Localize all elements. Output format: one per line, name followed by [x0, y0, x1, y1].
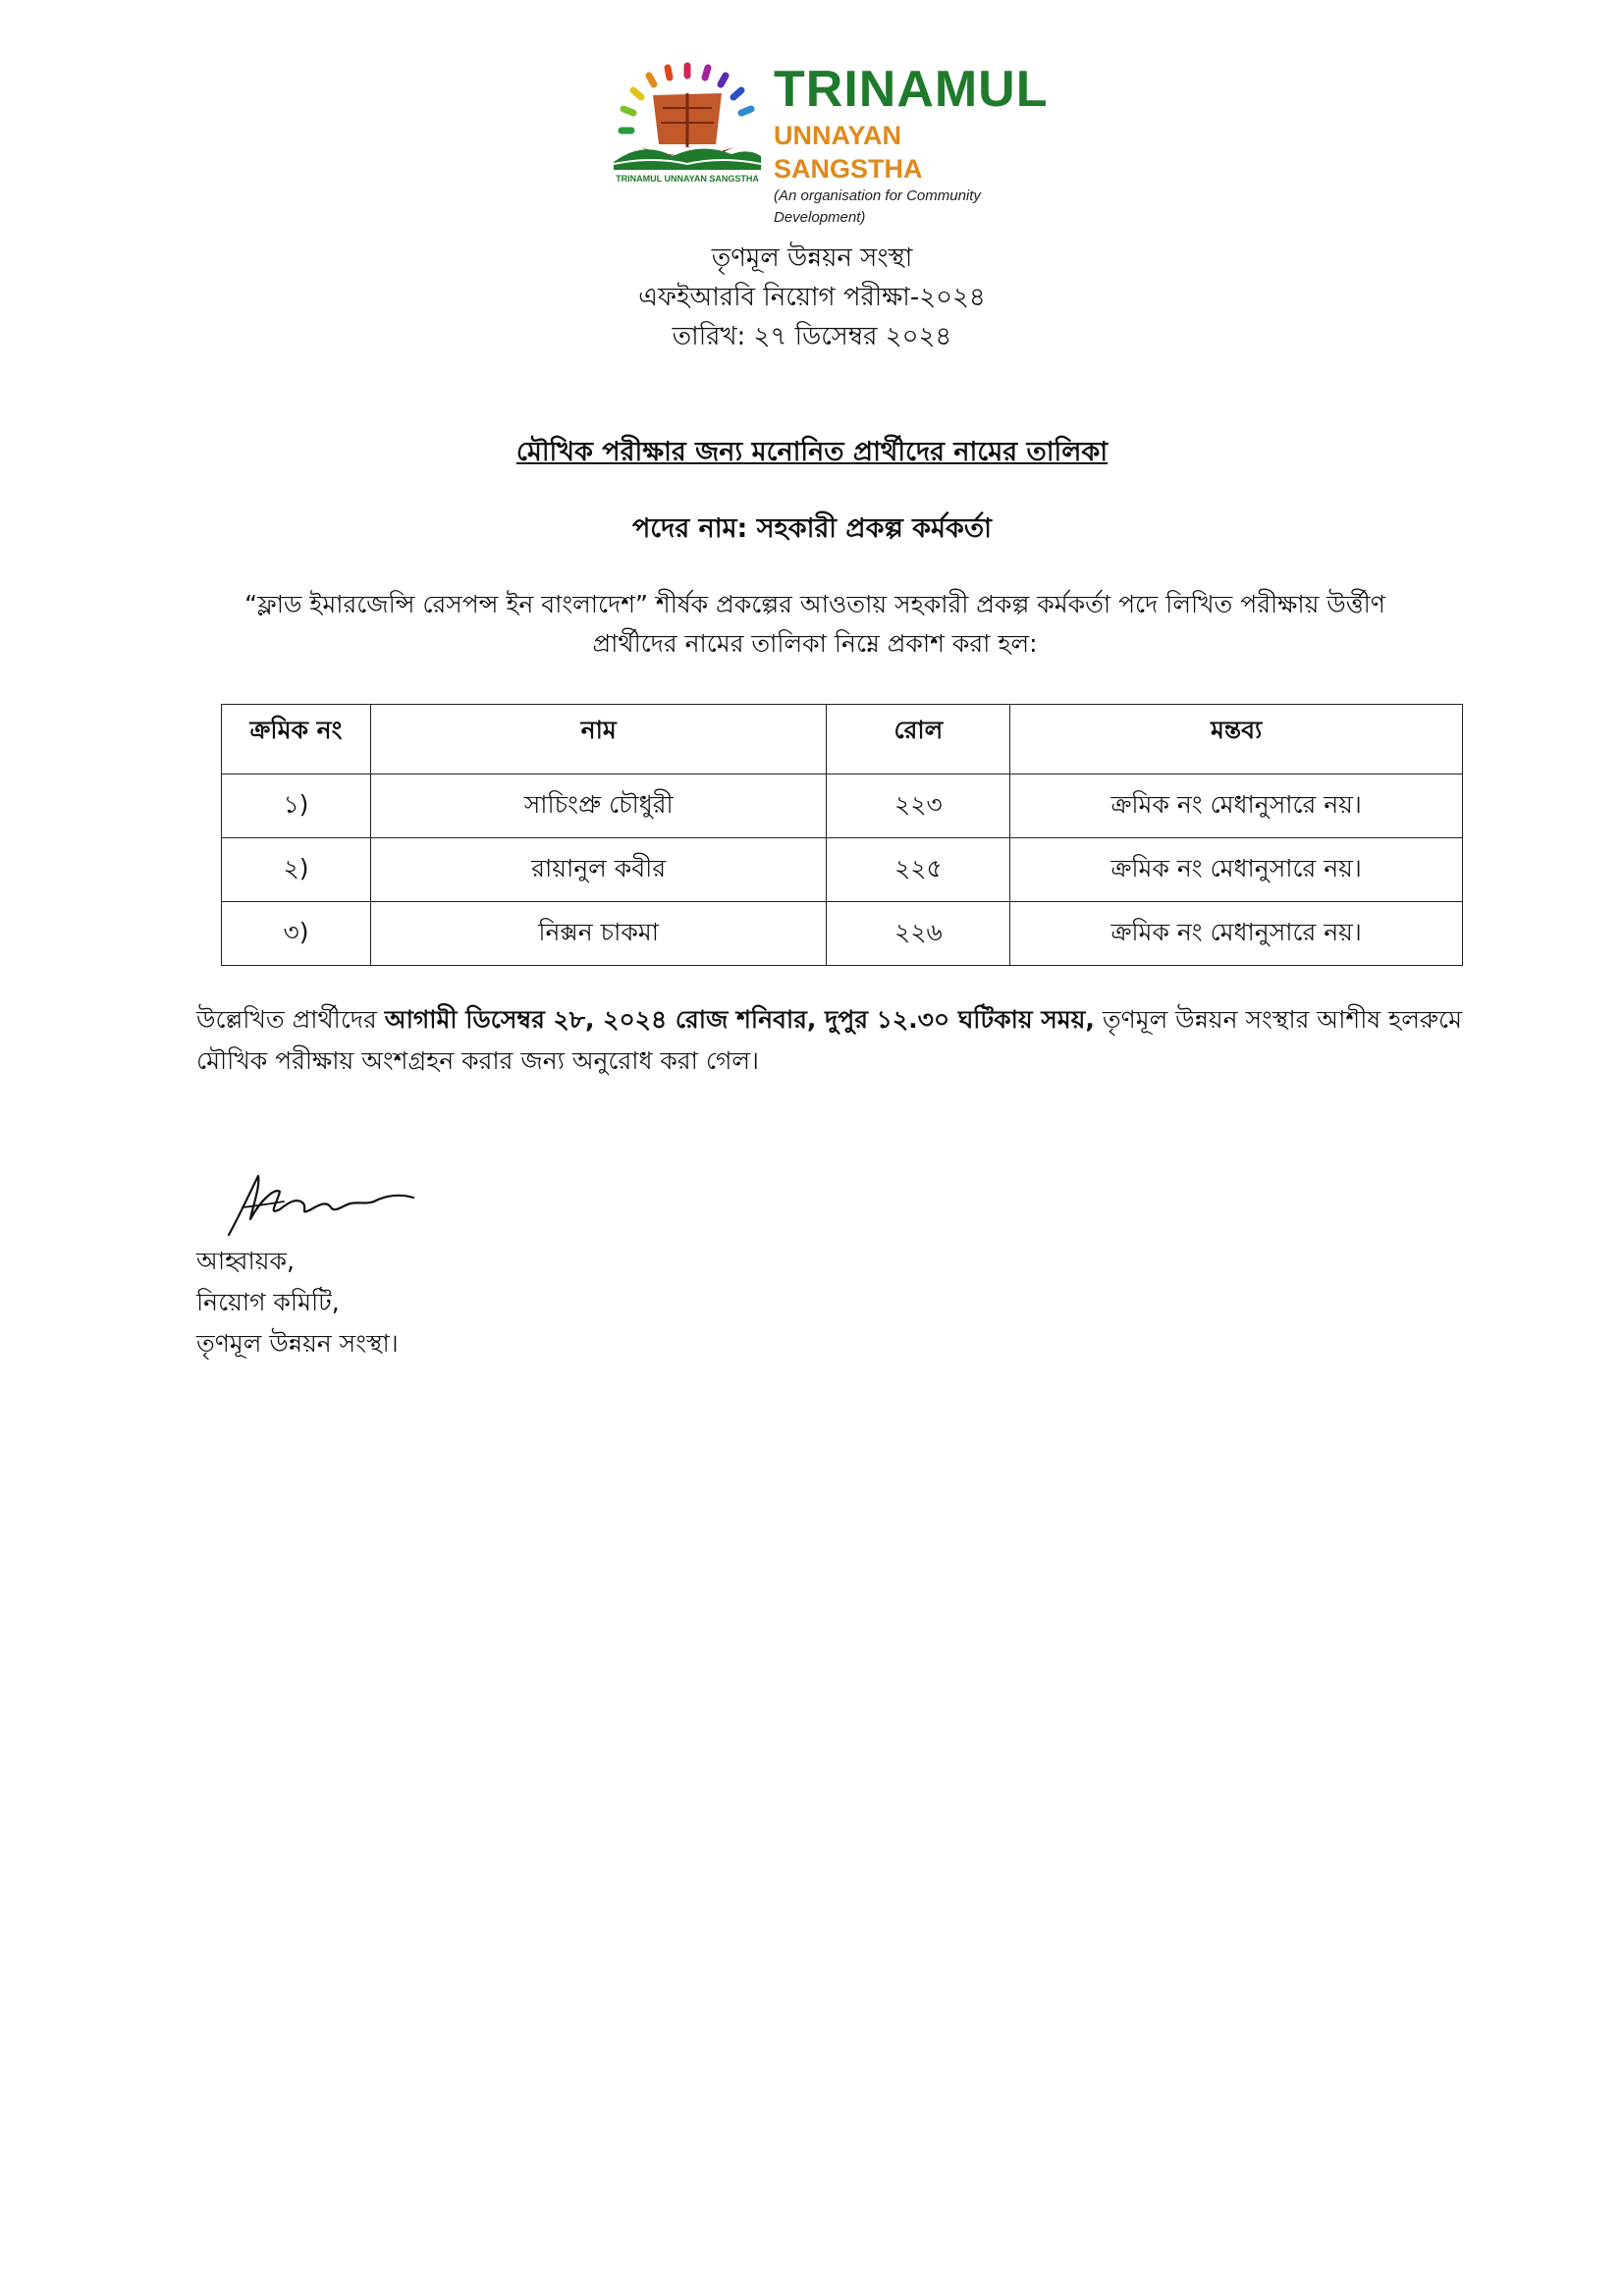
header-organization: তৃণমূল উন্নয়ন সংস্থা: [711, 243, 913, 273]
cell-remarks: ক্রমিক নং মেধানুসারে নয়।: [1010, 902, 1463, 966]
logo-subtitle: UNNAYAN SANGSTHA: [774, 121, 923, 184]
cell-serial: ২): [222, 838, 371, 902]
candidate-table: [221, 704, 1463, 966]
notice-text-post: তৃণমূল উন্নয়ন সংস্থার আশীষ হলরুমে মৌখিক পরীক্ষায় অংশগ্রহন করার জন্য অনুরোধ করা গেল।: [196, 1005, 1462, 1075]
column-header-serial: ক্রমিক নং: [222, 705, 371, 774]
document-heading-text: মৌখিক পরীক্ষার জন্য মনোনিত প্রার্থীদের নামের তালিকা: [515, 437, 1109, 467]
signoff-committee: নিয়োগ কমিটি,: [196, 1288, 340, 1316]
cell-remarks: ক্রমিক নং মেধানুসারে নয়।: [1010, 838, 1463, 902]
organization-logo: [614, 54, 1049, 226]
cell-roll: ২২৬: [827, 902, 1010, 966]
logo-tagline: (An organisation for Community Development): [774, 187, 981, 226]
post-name: পদের নাম: সহকারী প্রকল্প কর্মকর্তা: [631, 513, 993, 544]
table-row: [222, 774, 1463, 838]
column-header-remarks: মন্তব্য: [1010, 705, 1463, 774]
logo-mark-caption: TRINAMUL UNNAYAN SANGSTHA: [616, 174, 759, 184]
cell-roll: ২২৩: [827, 774, 1010, 838]
cell-name: নিক্সন চাকমা: [370, 902, 827, 966]
notice-text-bold: আগামী ডিসেম্বর ২৮, ২০২৪ রোজ শনিবার, দুপুর ১২.৩০ ঘটিকায় সময়,: [384, 1005, 1095, 1034]
header-exam: এফইআরবি নিয়োগ পরীক্ষা-২০২৪: [638, 283, 986, 312]
notice-text-pre: উল্লেখিত প্রার্থীদের: [196, 1005, 385, 1034]
cell-name: রায়ানুল কবীর: [370, 838, 827, 902]
cell-serial: ৩): [222, 902, 371, 966]
cell-roll: ২২৫: [827, 838, 1010, 902]
signoff-block: [196, 1241, 399, 1364]
cell-remarks: ক্রমিক নং মেধানুসারে নয়।: [1010, 774, 1463, 838]
intro-paragraph: “ফ্লাড ইমারজেন্সি রেসপন্স ইন বাংলাদেশ” শীর্ষক প্রকল্পের আওতায় সহকারী প্রকল্প কর্মকর্তা পদে লিখিত পরীক্ষায় উর্ত্তীণ প্রার্থীদের নামের তালিকা নিম্নে প্রকাশ করা হল:: [244, 590, 1385, 658]
signoff-title: আহ্বায়ক,: [196, 1247, 295, 1275]
cell-serial: ১): [222, 774, 371, 838]
column-header-roll: রোল: [827, 705, 1010, 774]
document-heading: [0, 432, 1624, 476]
notice-paragraph: [196, 999, 1463, 1082]
logo-title: TRINAMUL: [774, 61, 1049, 118]
table-row: [222, 902, 1463, 966]
table-row: [222, 838, 1463, 902]
boat-logo-icon: [614, 54, 761, 187]
signature-image: [221, 1158, 417, 1242]
table-header-row: [222, 705, 1463, 774]
cell-name: সাচিংপ্রু চৌধুরী: [370, 774, 827, 838]
column-header-name: নাম: [370, 705, 827, 774]
header-date: তারিখ: ২৭ ডিসেম্বর ২০২৪: [672, 322, 952, 351]
signoff-organization: তৃণমূল উন্নয়ন সংস্থা।: [196, 1329, 399, 1358]
